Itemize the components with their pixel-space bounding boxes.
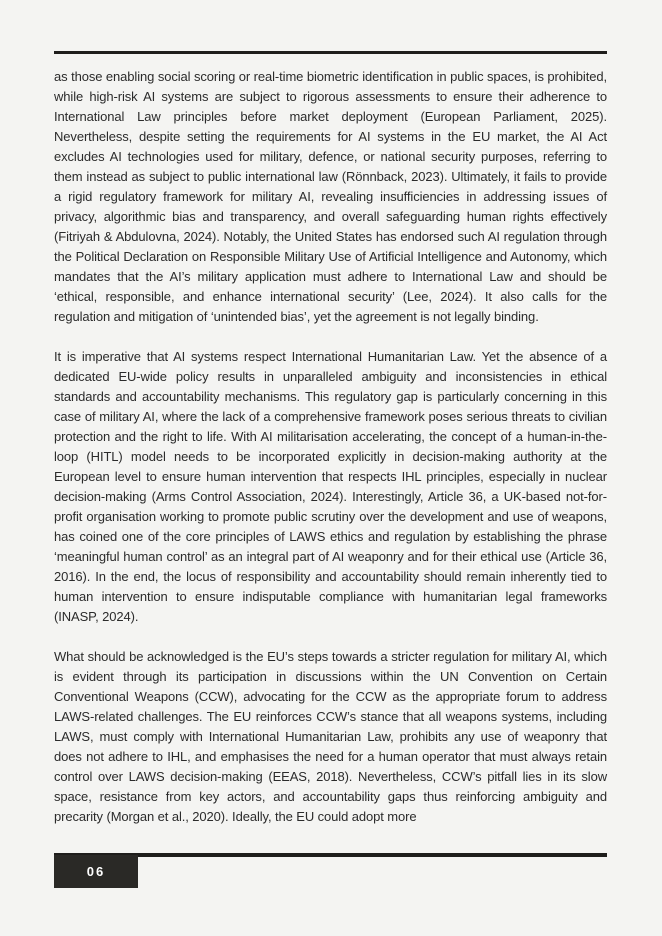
body-text [54,67,607,847]
page-number: 06 [54,855,138,888]
paragraph-2: It is imperative that AI systems respect International Humanitarian Law. Yet the absence of a dedicated EU-wide policy results in unparalleled ambiguity and inconsistencies in ethical standards and accountability mechanisms. This regulatory gap is particularly concerning in this case of military AI, where the lack of a comprehensive framework poses serious threats to civilian protection and the right to life. With AI militarisation accelerating, the concept of a human-in-the-loop (HITL) model needs to be incorporated explicitly in decision-making authority at the European level to ensure human intervention that respects IHL principles, especially in nuclear decision-making (Arms Control Association, 2024). Interestingly, Article 36, a UK-based not-for-profit organisation working to promote public scrutiny over the development and use of weapons, has coined one of the core principles of LAWS ethics and regulation by establishing the phrase ‘meaningful human control’ as an integral part of AI weaponry and for their ethical use (Article 36, 2016). In the end, the locus of responsibility and accountability should remain inherently tied to human intervention to ensure indisputable compliance with humanitarian legal frameworks (INASP, 2024). [54,349,607,624]
top-rule [54,51,607,54]
paragraph-3: What should be acknowledged is the EU’s steps towards a stricter regulation for military AI, which is evident through its participation in discussions within the UN Convention on Certain Conventional Weapons (CCW), advocating for the CCW as the appropriate forum to address LAWS-related challenges. The EU reinforces CCW’s stance that all weapons systems, including LAWS, must comply with International Humanitarian Law, prohibits any use of weaponry that does not adhere to IHL, and emphasises the need for a human operator that must always retain control over LAWS decision-making (EEAS, 2018). Nevertheless, CCW’s pitfall lies in its slow space, resistance from key actors, and accountability gaps thus reinforcing ambiguity and precarity (Morgan et al., 2020). Ideally, the EU could adopt more [54,649,607,824]
paragraph-1: as those enabling social scoring or real-time biometric identification in public spaces, is prohibited, while high-risk AI systems are subject to rigorous assessments to ensure their adherence to International Law principles before market deployment (European Parliament, 2025). Nevertheless, despite setting the requirements for AI systems in the EU market, the AI Act excludes AI technologies used for military, defence, or national security purposes, referring to them instead as subject to public international law (Rönnback, 2023). Ultimately, it fails to provide a rigid regulatory framework for military AI, revealing insufficiencies in addressing issues of privacy, algorithmic bias and transparency, and overall safeguarding human rights effectively (Fitriyah & Abdulovna, 2024). Notably, the United States has endorsed such AI regulation through the Political Declaration on Responsible Military Use of Artificial Intelligence and Autonomy, which mandates that the AI’s military application must adhere to International Law and should be ‘ethical, responsible, and enhance international security’ (Lee, 2024). It also calls for the regulation and mitigation of ‘unintended bias’, yet the agreement is not legally binding. [54,69,607,324]
